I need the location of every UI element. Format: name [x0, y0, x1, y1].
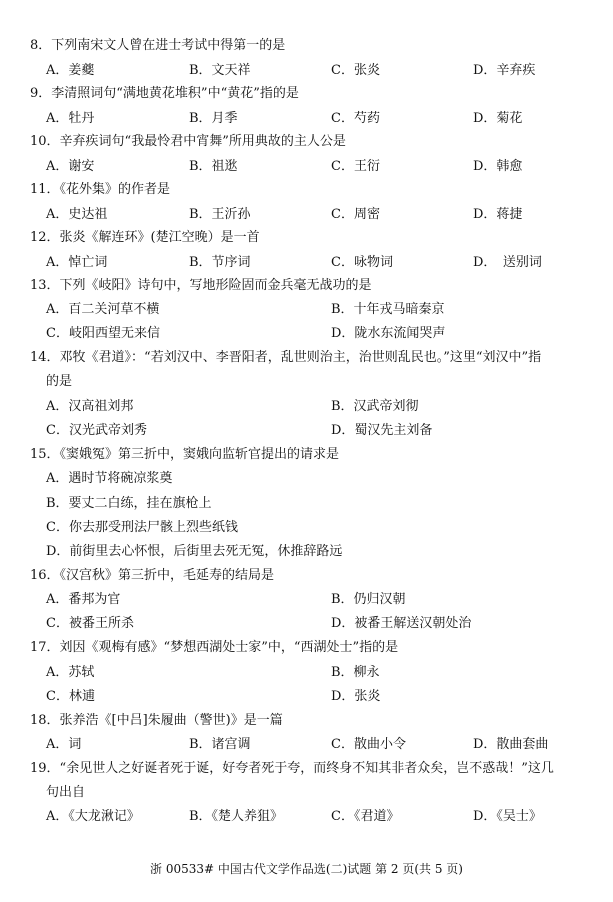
question-9-option-a: A．牡丹 — [46, 111, 95, 126]
question-11-option-d: D．蒋捷 — [473, 207, 523, 222]
question-14-option-b: B．汉武帝刘彻 — [331, 399, 419, 414]
question-18-stem: 18．张养浩《[中吕]朱履曲（警世)》是一篇 — [30, 713, 283, 728]
question-19-option-a: A．《大龙湫记》 — [46, 809, 140, 824]
question-16-option-d: D．被番王解送汉朝处治 — [331, 616, 472, 631]
question-14-option-a: A．汉高祖刘邦 — [46, 399, 134, 414]
question-10-stem: 10．辛弃疾词句“我最怜君中宵舞”所用典故的主人公是 — [30, 134, 346, 149]
question-13-option-c: C．岐阳西望无来信 — [46, 326, 160, 341]
question-8-option-a: A．姜夔 — [46, 63, 95, 78]
question-16-option-b: B．仍归汉朝 — [331, 592, 406, 607]
question-15-option-b: B．要丈二白练，挂在旗枪上 — [46, 496, 212, 511]
question-13-option-b: B．十年戎马暗秦京 — [331, 302, 445, 317]
question-19-option-c: C．《君道》 — [331, 809, 400, 824]
question-17-option-a: A．苏轼 — [46, 665, 95, 680]
page-footer: 浙 00533# 中国古代文学作品选(二)试题 第 2 页(共 5 页) — [150, 862, 463, 876]
question-8-option-b: B．文天祥 — [189, 63, 251, 78]
question-14-stem-continued: 的是 — [46, 374, 73, 389]
question-17-option-b: B．柳永 — [331, 665, 380, 680]
question-14-option-d: D．蜀汉先主刘备 — [331, 423, 433, 438]
question-11-option-b: B．王沂孙 — [189, 207, 251, 222]
question-19-stem: 19．“余见世人之好诞者死于诞，好夸者死于夸，而终身不知其非者众矣，岂不惑哉！”这几 — [30, 761, 554, 776]
question-11-option-a: A．史达祖 — [46, 207, 108, 222]
question-8-option-c: C．张炎 — [331, 63, 380, 78]
question-17-option-d: D．张炎 — [331, 689, 381, 704]
question-9-stem: 9．李清照词句“满地黄花堆积”中“黄花”指的是 — [30, 86, 299, 101]
question-12-option-c: C．咏物词 — [331, 255, 393, 270]
question-9-option-b: B．月季 — [189, 111, 238, 126]
question-16-option-a: A．番邦为官 — [46, 592, 121, 607]
question-8-stem: 8．下列南宋文人曾在进士考试中得第一的是 — [30, 38, 286, 53]
question-14-option-c: C．汉光武帝刘秀 — [46, 423, 147, 438]
question-19-stem-continued: 句出自 — [46, 785, 86, 800]
question-11-option-c: C．周密 — [331, 207, 380, 222]
question-18-option-c: C．散曲小令 — [331, 737, 406, 752]
question-18-option-a: A．词 — [46, 737, 82, 752]
question-19-option-b: B．《楚人养狙》 — [189, 809, 284, 824]
question-19-option-d: D．《吴士》 — [473, 809, 542, 824]
question-15-option-d: D．前街里去心怀恨，后街里去死无冤，休推辞路远 — [46, 544, 343, 559]
question-18-option-d: D．散曲套曲 — [473, 737, 549, 752]
question-17-stem: 17．刘因《观梅有感》“梦想西湖处士家”中，“西湖处士”指的是 — [30, 640, 399, 655]
question-10-option-c: C．王衍 — [331, 159, 380, 174]
question-13-stem: 13．下列《岐阳》诗句中，写地形险固而金兵毫无战功的是 — [30, 278, 372, 293]
question-11-stem: 11．《花外集》的作者是 — [30, 182, 171, 197]
question-18-option-b: B．诸宫调 — [189, 737, 251, 752]
question-16-stem: 16．《汉宫秋》第三折中，毛延寿的结局是 — [30, 568, 275, 583]
question-15-option-c: C．你去那受刑法尸骸上烈些纸钱 — [46, 520, 238, 535]
question-10-option-a: A．谢安 — [46, 159, 95, 174]
question-15-option-a: A．遇时节将碗凉浆奠 — [46, 471, 173, 486]
question-15-stem: 15．《窦娥冤》第三折中，窦娥向监斩官提出的请求是 — [30, 447, 340, 462]
question-8-option-d: D．辛弃疾 — [473, 63, 536, 78]
question-16-option-c: C．被番王所杀 — [46, 616, 134, 631]
question-12-option-b: B．节序词 — [189, 255, 251, 270]
question-9-option-d: D．菊花 — [473, 111, 523, 126]
question-10-option-d: D．韩愈 — [473, 159, 523, 174]
question-13-option-d: D．陇水东流闻哭声 — [331, 326, 446, 341]
question-14-stem: 14．邓牧《君道》：“若刘汉中、李晋阳者，乱世则治主，治世则乱民也。”这里“刘汉中”指 — [30, 350, 542, 365]
question-12-stem: 12．张炎《解连环》(楚江空晚）是一首 — [30, 230, 260, 245]
question-9-option-c: C．芍药 — [331, 111, 380, 126]
question-12-option-d: D． 送别词 — [473, 255, 542, 270]
question-10-option-b: B．祖逖 — [189, 159, 238, 174]
question-17-option-c: C．林逋 — [46, 689, 95, 704]
question-13-option-a: A．百二关河草不横 — [46, 302, 160, 317]
question-12-option-a: A．悼亡词 — [46, 255, 108, 270]
